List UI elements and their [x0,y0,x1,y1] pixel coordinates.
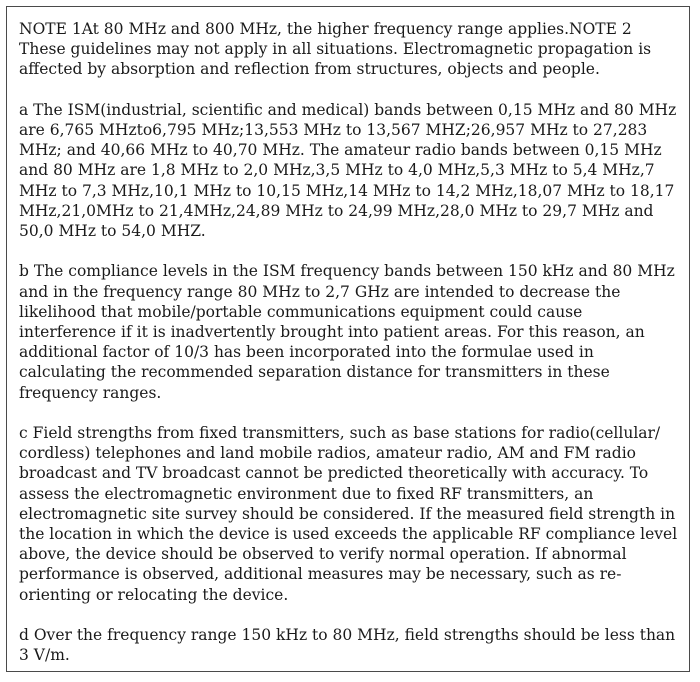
notes-box [6,6,690,672]
note-d-paragraph: d Over the frequency range 150 kHz to 80 MHz, field strengths should be less than 3 V/m. [19,626,676,665]
note-c-paragraph: c Field strengths from fixed transmitters, such as base stations for radio(cellular/ cordless) telephones and land mobile radios, amateur radio, AM and FM radio broadcast and TV broadcast cannot be predicted theoretically with accuracy. To assess the electromagnetic environment due to fixed RF transmitters, an electromagnetic site survey should be considered. If the measured field strength in the location in which the device is used exceeds the applicable RF compliance level above, the device should be observed to verify normal operation. If abnormal performance is observed, additional measures may be necessary, such as re-orienting or relocating the device. [19,424,678,604]
note-a-paragraph: a The ISM(industrial, scientific and medical) bands between 0,15 MHz and 80 MHz are 6,765 MHzto6,795 MHz;13,553 MHz to 13,567 MHZ;26,957 MHz to 27,283 MHz; and 40,66 MHz to 40,70 MHz. The amateur radio bands between 0,15 MHz and 80 MHz are 1,8 MHz to 2,0 MHz,3,5 MHz to 4,0 MHz,5,3 MHz to 5,4 MHz,7 MHz to 7,3 MHz,10,1 MHz to 10,15 MHz,14 MHz to 14,2 MHz,18,07 MHz to 18,17 MHz,21,0MHz to 21,4MHz,24,89 MHz to 24,99 MHz,28,0 MHz to 29,7 MHz and 50,0 MHz to 54,0 MHZ. [19,100,677,241]
note-1-2-paragraph: NOTE 1At 80 MHz and 800 MHz, the higher frequency range applies.NOTE 2 These guidelines may not apply in all situations. Electromagnetic propagation is affected by absorption and reflection from structures, objects and people. [19,20,652,79]
note-b-paragraph: b The compliance levels in the ISM frequency bands between 150 kHz and 80 MHz and in the frequency range 80 MHz to 2,7 GHz are intended to decrease the likelihood that mobile/portable communications equipment could cause interference if it is inadvertently brought into patient areas. For this reason, an additional factor of 10/3 has been incorporated into the formulae used in calculating the recommended separation distance for transmitters in these frequency ranges. [19,262,675,402]
